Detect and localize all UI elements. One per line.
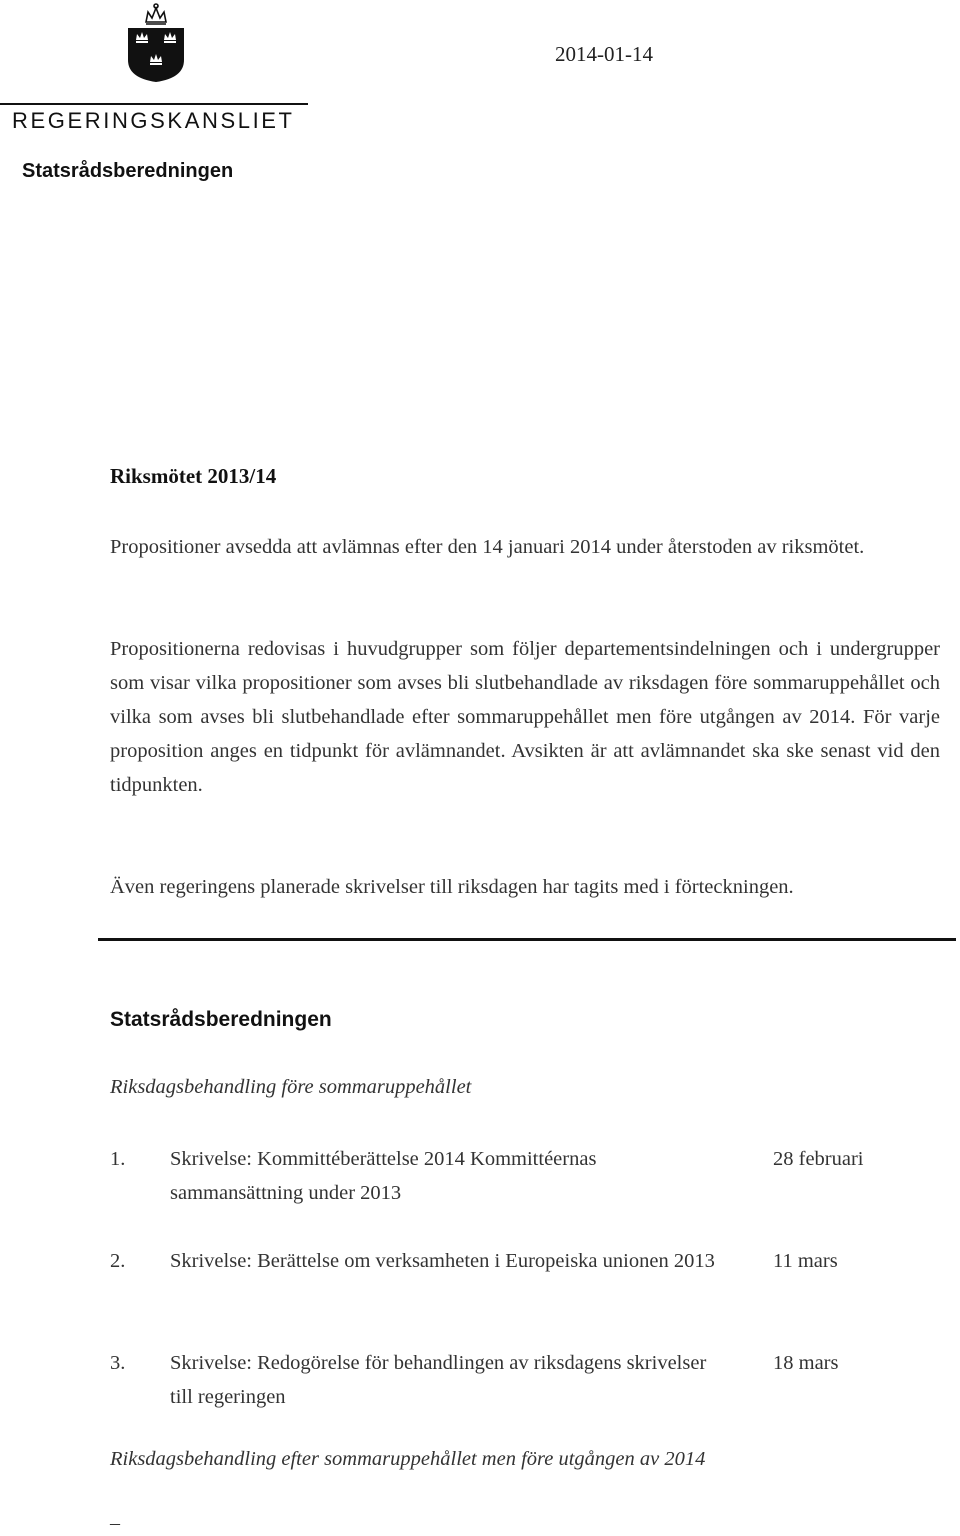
trailing-dash: –: [110, 1512, 120, 1534]
section-heading: Statsrådsberedningen: [110, 1008, 332, 1031]
item-number: 2.: [110, 1250, 126, 1272]
item-date: 28 februari: [773, 1148, 864, 1170]
intro-paragraph: Propositioner avsedda att avlämnas efter den 14 januari 2014 under återstoden av riksmötet.: [110, 536, 865, 558]
government-crest-logo: [124, 0, 188, 84]
list-item: [110, 1142, 930, 1210]
section-divider: [98, 938, 956, 941]
writings-paragraph: Även regeringens planerade skrivelser till riksdagen har tagits med i förteckningen.: [110, 876, 794, 898]
item-number: 3.: [110, 1352, 126, 1374]
logo-wordmark: REGERINGSKANSLIET: [12, 108, 295, 133]
document-date: 2014-01-14: [555, 42, 653, 66]
department-name: Statsrådsberedningen: [22, 160, 234, 182]
item-number: 1.: [110, 1148, 126, 1170]
item-text: Skrivelse: Kommittéberättelse 2014 Kommittéernas sammansättning under 2013: [170, 1148, 597, 1204]
item-text: Skrivelse: Redogörelse för behandlingen av riksdagens skrivelser till regeringen: [170, 1352, 707, 1408]
list-item: [110, 1244, 930, 1312]
subheading-before-summer: Riksdagsbehandling före sommaruppehållet: [110, 1076, 472, 1098]
description-paragraph: Propositionerna redovisas i huvudgrupper som följer departementsindelningen och i undergrupper som visar vilka propositioner som avses bli slutbehandlade av riksdagen före sommaruppehållet och vilka som avses bli slutbehandlade efter sommaruppehållet men före utgången av 2014. För varje proposition anges en tidpunkt för avlämnandet. Avsikten är att avlämnandet ska ske senast vid den tidpunkten.: [110, 638, 940, 796]
item-date: 11 mars: [773, 1250, 838, 1272]
logo-divider: [0, 103, 308, 105]
document-title: Riksmötet 2013/14: [110, 464, 277, 488]
item-date: 18 mars: [773, 1352, 839, 1374]
subheading-after-summer: Riksdagsbehandling efter sommaruppehållet men före utgången av 2014: [110, 1448, 706, 1470]
item-text: Skrivelse: Berättelse om verksamheten i Europeiska unionen 2013: [170, 1250, 715, 1272]
list-item: [110, 1346, 930, 1414]
